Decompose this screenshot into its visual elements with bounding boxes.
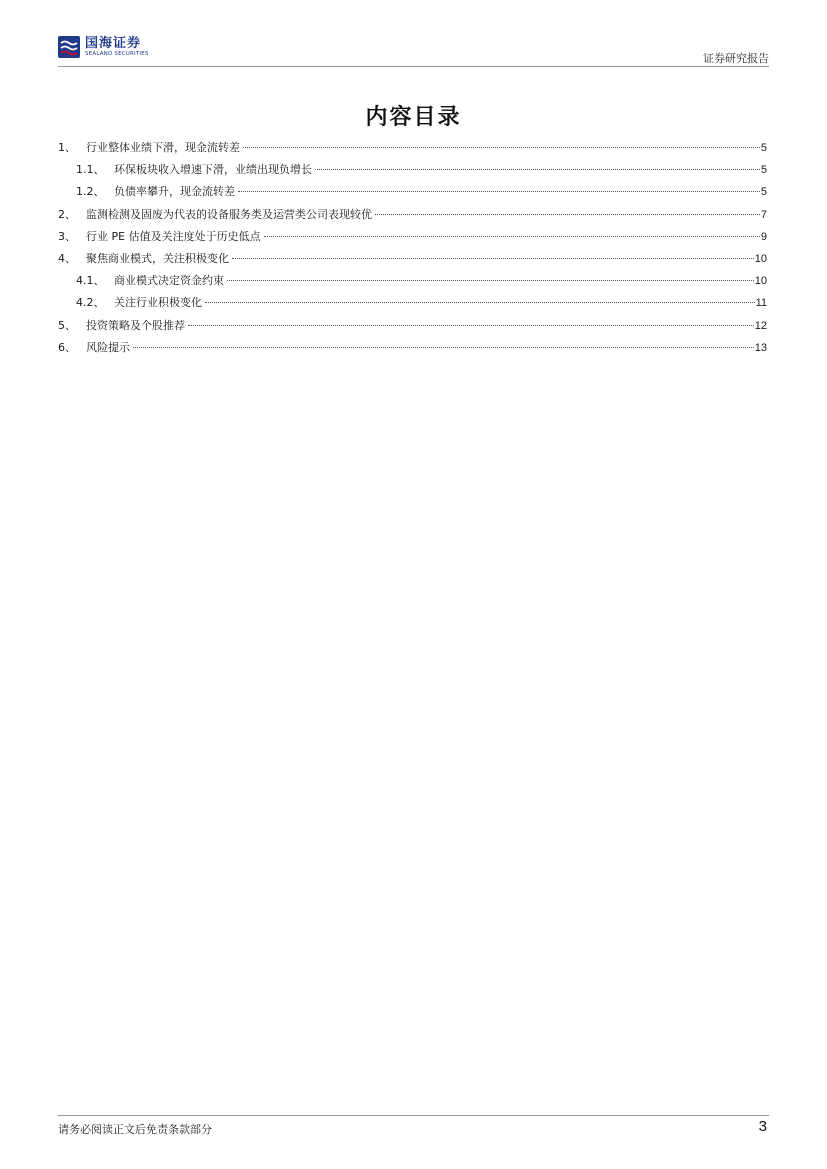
toc-entry-number: 4、: [58, 251, 76, 265]
toc-entry-number: 5、: [58, 318, 76, 332]
toc-leader-dots: [232, 258, 754, 259]
page-header: [58, 36, 769, 66]
toc-entry[interactable]: [58, 228, 767, 250]
report-type-label: 证券研究报告: [703, 52, 769, 65]
toc-entry-number: 2、: [58, 207, 76, 221]
page-number: 3: [758, 1118, 767, 1135]
toc-leader-dots: [238, 191, 760, 192]
toc-entry-label: 监测检测及固废为代表的设备服务类及运营类公司表现较优: [86, 207, 372, 221]
footer-divider: [58, 1115, 769, 1116]
toc-entry-number: 1、: [58, 141, 76, 154]
toc-entry-number: 1.2、: [76, 185, 105, 199]
toc-leader-dots: [264, 236, 760, 237]
company-logo: [58, 36, 149, 58]
toc-leader-dots: [205, 302, 755, 303]
toc-entry[interactable]: [58, 339, 767, 361]
header-divider: [58, 66, 769, 67]
toc-title: 内容目录: [365, 104, 462, 130]
toc-entry-label: 风险提示: [86, 340, 130, 354]
disclaimer-note: 请务必阅读正文后免责条款部分: [58, 1123, 212, 1136]
toc-leader-dots: [315, 169, 760, 170]
toc-entry-page: 7: [760, 208, 767, 221]
toc-entry-page: 5: [760, 164, 767, 177]
toc-entry-number: 3、: [58, 229, 76, 243]
toc-entry[interactable]: [58, 294, 767, 316]
toc-leader-dots: [188, 325, 754, 326]
toc-entry-page: 5: [760, 186, 767, 199]
logo-chinese-name: 国海证券: [85, 35, 142, 51]
toc-entry[interactable]: [58, 139, 767, 161]
toc-entry-page: 13: [754, 341, 767, 354]
toc-entry-label: 行业 PE 估值及关注度处于历史低点: [86, 229, 261, 243]
toc-entry[interactable]: [58, 183, 767, 205]
toc-entry-number: 4.2、: [76, 296, 105, 310]
toc-entry[interactable]: [58, 317, 767, 339]
toc-entry[interactable]: [58, 206, 767, 228]
toc-entry-page: 11: [755, 297, 767, 310]
toc-entry-label: 负债率攀升，现金流转差: [114, 185, 235, 199]
toc-leader-dots: [375, 214, 760, 215]
toc-entry[interactable]: [58, 272, 767, 294]
toc-entry-page: 5: [760, 142, 767, 154]
toc-entry[interactable]: [58, 161, 767, 183]
toc-entry-label: 投资策略及个股推荐: [86, 318, 185, 332]
table-of-contents: [58, 139, 767, 361]
toc-entry-label: 聚焦商业模式，关注积极变化: [86, 251, 229, 265]
toc-entry-page: 10: [754, 275, 767, 288]
toc-leader-dots: [227, 280, 754, 281]
toc-entry-page: 9: [760, 230, 767, 243]
toc-entry-label: 关注行业积极变化: [114, 296, 202, 310]
toc-entry-number: 1.1、: [76, 163, 105, 177]
sealand-logo-icon: [58, 36, 80, 58]
toc-entry-number: 6、: [58, 340, 76, 354]
toc-entry-page: 10: [754, 252, 767, 265]
logo-english-name: SEALAND SECURITIES: [85, 50, 149, 57]
toc-leader-dots: [243, 147, 760, 148]
toc-entry-number: 4.1、: [76, 274, 105, 288]
toc-entry-page: 12: [754, 319, 767, 332]
toc-entry-label: 商业模式决定资金约束: [114, 274, 224, 288]
toc-entry-label: 环保板块收入增速下滑，业绩出现负增长: [114, 163, 312, 177]
toc-leader-dots: [133, 347, 754, 348]
toc-entry[interactable]: [58, 250, 767, 272]
toc-entry-label: 行业整体业绩下滑，现金流转差: [86, 141, 240, 154]
